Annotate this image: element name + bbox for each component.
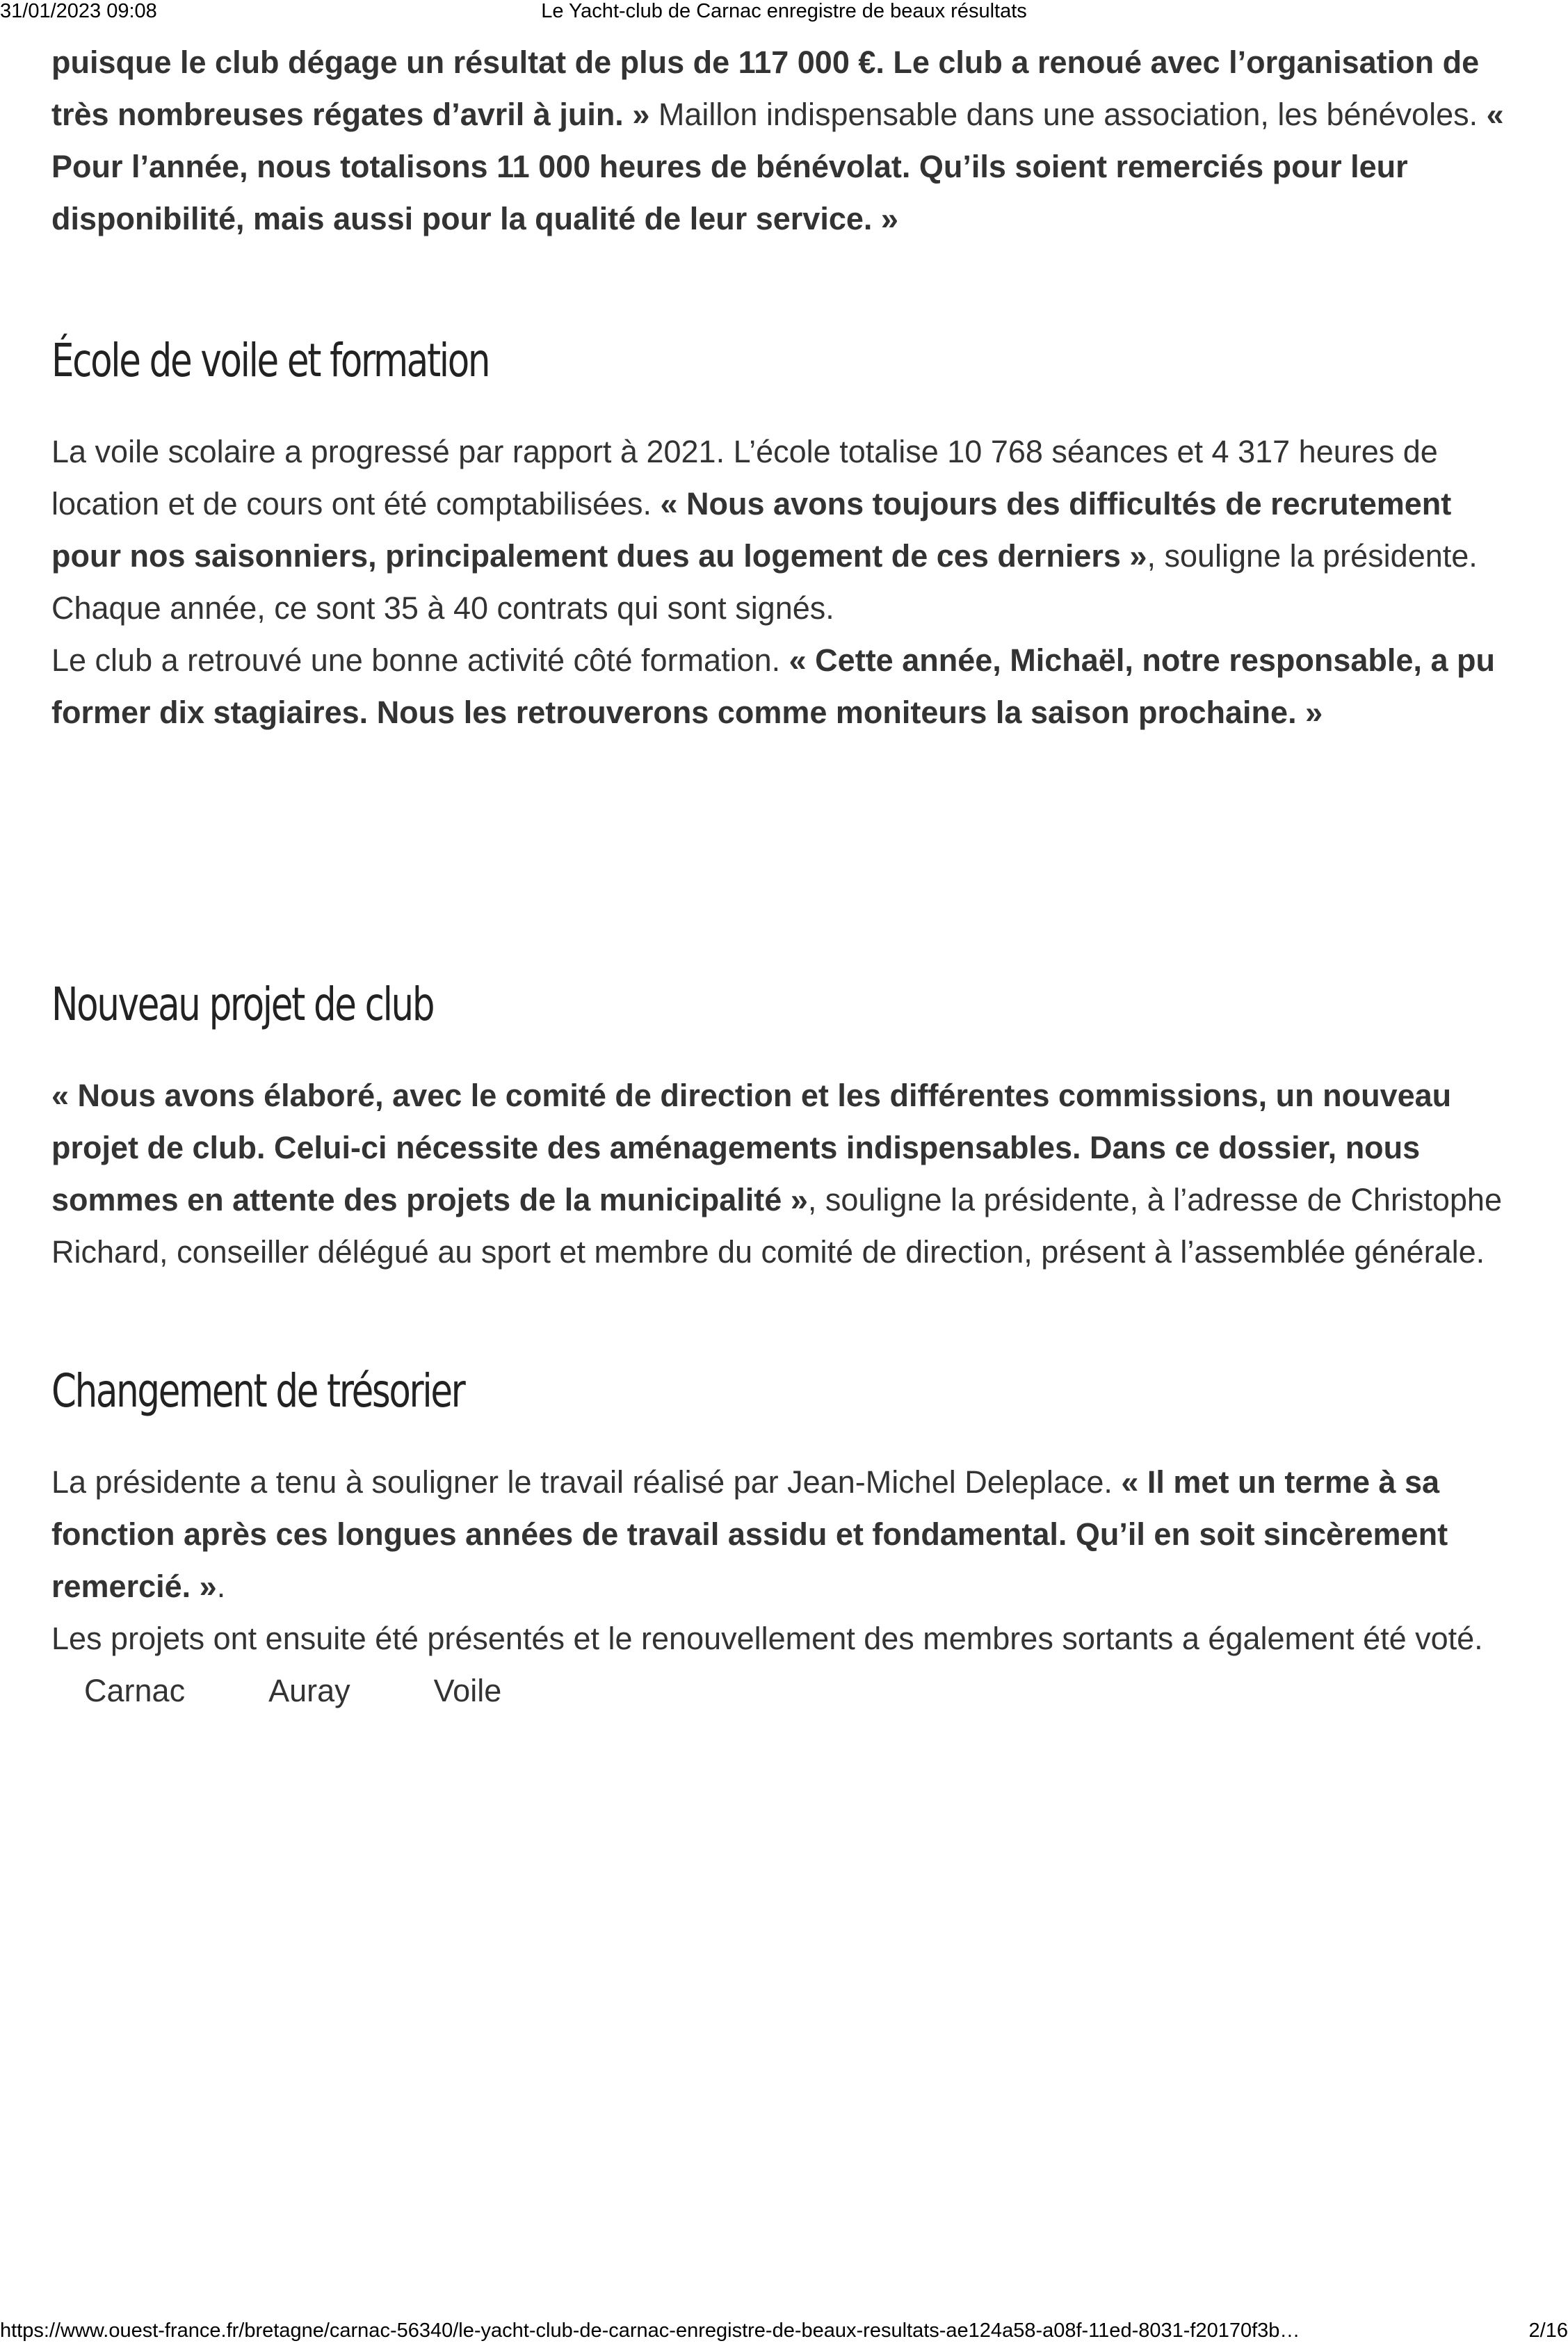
ecole-quote-1: « Nous avons toujours des difficultés de recrutement pour nos saisonniers, principalement dues au logement de ces derniers » bbox=[51, 486, 1452, 574]
intro-quote-2: « Pour l’année, nous totalisons 11 000 heures de bénévolat. Qu’ils soient remerciés pour leur disponibilité, mais aussi pour la qualité de leur service. » bbox=[51, 97, 1504, 236]
projet-text: , souligne la présidente, à l’adresse de Christophe Richard, conseiller délégué au sport et membre du comité de direction, présent à l’assemblée générale. bbox=[51, 1182, 1502, 1270]
tresorier-paragraph-2 bbox=[51, 1612, 1526, 1665]
tag-carnac[interactable]: Carnac bbox=[84, 1673, 186, 1708]
print-footer bbox=[0, 2319, 1568, 2348]
tag-list bbox=[51, 1665, 1526, 1717]
page-number: 2/16 bbox=[1528, 2319, 1568, 2342]
section-title-tresorier: Changement de trésorier bbox=[51, 1364, 464, 1418]
tresorier-text-2: . bbox=[216, 1569, 226, 1604]
ecole-paragraph-2 bbox=[51, 634, 1526, 738]
intro-paragraph bbox=[51, 36, 1526, 245]
section-title-ecole: École de voile et formation bbox=[51, 334, 490, 387]
tresorier-quote: « Il met un terme à sa fonction après ces longues années de travail assidu et fondamental. Qu’il en soit sincèrement remercié. » bbox=[51, 1464, 1448, 1604]
print-date: 31/01/2023 09:08 bbox=[0, 0, 157, 22]
tresorier-paragraph-1 bbox=[51, 1456, 1526, 1612]
projet-paragraph bbox=[51, 1069, 1526, 1278]
print-header bbox=[0, 0, 1568, 28]
ecole-text-1: La voile scolaire a progressé par rapport à 2021. L’école totalise 10 768 séances et 4 317 heures de location et de cours ont été comptabilisées. bbox=[51, 434, 1438, 521]
article-content bbox=[51, 36, 1526, 1717]
ecole-paragraph-1 bbox=[51, 426, 1526, 634]
projet-quote: « Nous avons élaboré, avec le comité de direction et les différentes commissions, un nouveau projet de club. Celui-ci nécessite des aménagements indispensables. Dans ce dossier, nous sommes en attente des projets de la municipalité » bbox=[51, 1078, 1452, 1217]
tresorier-text-3: Les projets ont ensuite été présentés et le renouvellement des membres sortants a également été voté. bbox=[51, 1621, 1483, 1656]
tag-auray[interactable]: Auray bbox=[268, 1673, 350, 1708]
intro-quote-1: puisque le club dégage un résultat de plus de 117 000 €. Le club a renoué avec l’organisation de très nombreuses régates d’avril à juin. » bbox=[51, 44, 1480, 132]
tresorier-text-1: La présidente a tenu à souligner le travail réalisé par Jean-Michel Deleplace. bbox=[51, 1464, 1122, 1500]
tag-voile[interactable]: Voile bbox=[433, 1673, 502, 1708]
ecole-quote-2: « Cette année, Michaël, notre responsable, a pu former dix stagiaires. Nous les retrouverons comme moniteurs la saison prochaine. » bbox=[51, 642, 1495, 730]
intro-text-1: Maillon indispensable dans une association, les bénévoles. bbox=[649, 97, 1487, 132]
print-url: https://www.ouest-france.fr/bretagne/carnac-56340/le-yacht-club-de-carnac-enregistre-de-beaux-resultats-ae124a58-a08f-11ed-8031-f20170f3b… bbox=[0, 2319, 1300, 2342]
section-title-projet: Nouveau projet de club bbox=[51, 978, 434, 1031]
ecole-text-3: Le club a retrouvé une bonne activité côté formation. bbox=[51, 642, 789, 678]
print-title: Le Yacht-club de Carnac enregistre de beaux résultats bbox=[541, 0, 1027, 22]
ecole-text-2: , souligne la présidente. Chaque année, ce sont 35 à 40 contrats qui sont signés. bbox=[51, 538, 1478, 626]
